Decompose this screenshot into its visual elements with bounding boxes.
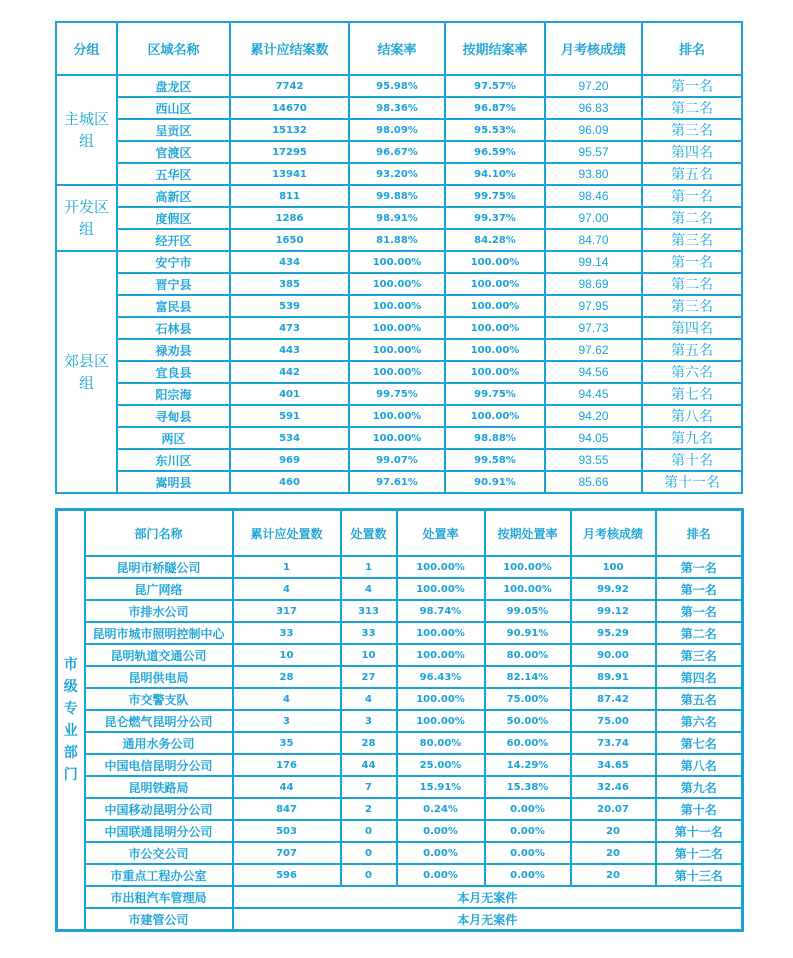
ontime-handle-rate-cell: 0.00% [485,798,571,820]
dept-name-cell: 昆明铁路局 [85,776,233,798]
score-cell: 97.62 [545,339,642,361]
handled-cell: 0 [341,842,397,864]
header-close-rate: 结案率 [349,22,445,75]
score-cell: 90.00 [571,644,656,666]
close-rate-cell: 93.20% [349,163,445,185]
header-group: 分组 [56,22,117,75]
close-rate-cell: 81.88% [349,229,445,251]
close-rate-cell: 95.98% [349,75,445,97]
total-cases-cell: 534 [230,427,349,449]
score-cell: 89.91 [571,666,656,688]
dept-name-cell: 市公交公司 [85,842,233,864]
rank-cell: 第十一名 [642,471,742,493]
handled-cell: 0 [341,864,397,886]
department-header-row [57,510,743,557]
handle-rate-cell: 100.00% [397,556,485,578]
handle-rate-cell: 98.74% [397,600,485,622]
score-cell: 97.73 [545,317,642,339]
area-name-cell: 禄劝县 [117,339,230,361]
ontime-rate-cell: 96.59% [445,141,545,163]
department-row [57,666,743,688]
handled-cell: 313 [341,600,397,622]
department-row [57,688,743,710]
score-cell: 93.80 [545,163,642,185]
total-cases-cell: 15132 [230,119,349,141]
total-to-handle-cell: 10 [233,644,341,666]
close-rate-cell: 100.00% [349,361,445,383]
rank-cell: 第六名 [656,710,743,732]
ontime-rate-cell: 100.00% [445,339,545,361]
dept-name-cell: 市出租汽车管理局 [85,886,233,908]
handle-rate-cell: 100.00% [397,688,485,710]
handled-cell: 4 [341,578,397,600]
rank-cell: 第一名 [656,578,743,600]
district-row [56,185,742,207]
total-cases-cell: 13941 [230,163,349,185]
close-rate-cell: 100.00% [349,405,445,427]
ontime-rate-cell: 99.75% [445,383,545,405]
rank-cell: 第十名 [656,798,743,820]
handle-rate-cell: 96.43% [397,666,485,688]
total-cases-cell: 591 [230,405,349,427]
ontime-rate-cell: 100.00% [445,317,545,339]
rank-cell: 第一名 [642,75,742,97]
district-row [56,361,742,383]
area-name-cell: 富民县 [117,295,230,317]
rank-cell: 第六名 [642,361,742,383]
ontime-handle-rate-cell: 82.14% [485,666,571,688]
total-to-handle-cell: 707 [233,842,341,864]
total-to-handle-cell: 4 [233,688,341,710]
score-cell: 34.65 [571,754,656,776]
header-handled: 处置数 [341,510,397,557]
rank-cell: 第二名 [642,97,742,119]
total-cases-cell: 811 [230,185,349,207]
dept-name-cell: 昆明市桥隧公司 [85,556,233,578]
score-cell: 94.45 [545,383,642,405]
handle-rate-cell: 25.00% [397,754,485,776]
district-row [56,449,742,471]
score-cell: 94.56 [545,361,642,383]
no-case-note: 本月无案件 [233,886,743,908]
ontime-rate-cell: 96.87% [445,97,545,119]
ontime-rate-cell: 98.88% [445,427,545,449]
ontime-handle-rate-cell: 100.00% [485,556,571,578]
department-row [57,864,743,886]
ontime-handle-rate-cell: 90.91% [485,622,571,644]
score-cell: 94.05 [545,427,642,449]
header-handle-rate: 处置率 [397,510,485,557]
district-row [56,273,742,295]
rank-cell: 第七名 [642,383,742,405]
score-cell: 84.70 [545,229,642,251]
group-label: 主城区组 [56,75,117,185]
department-row [57,754,743,776]
handled-cell: 28 [341,732,397,754]
ontime-handle-rate-cell: 80.00% [485,644,571,666]
handled-cell: 2 [341,798,397,820]
close-rate-cell: 100.00% [349,427,445,449]
total-cases-cell: 969 [230,449,349,471]
header-rank: 排名 [642,22,742,75]
ontime-rate-cell: 84.28% [445,229,545,251]
rank-cell: 第一名 [642,251,742,273]
dept-name-cell: 市交警支队 [85,688,233,710]
area-name-cell: 五华区 [117,163,230,185]
handled-cell: 0 [341,820,397,842]
score-cell: 98.69 [545,273,642,295]
rank-cell: 第五名 [642,339,742,361]
rank-cell: 第三名 [642,295,742,317]
header-total-cases: 累计应结案数 [230,22,349,75]
total-to-handle-cell: 1 [233,556,341,578]
ontime-rate-cell: 100.00% [445,295,545,317]
ontime-handle-rate-cell: 100.00% [485,578,571,600]
dept-name-cell: 昆仑燃气昆明分公司 [85,710,233,732]
dept-name-cell: 昆明供电局 [85,666,233,688]
total-cases-cell: 539 [230,295,349,317]
ontime-rate-cell: 100.00% [445,273,545,295]
group-label: 开发区组 [56,185,117,251]
rank-cell: 第三名 [642,119,742,141]
close-rate-cell: 100.00% [349,273,445,295]
area-name-cell: 宜良县 [117,361,230,383]
total-cases-cell: 1650 [230,229,349,251]
rank-cell: 第九名 [642,427,742,449]
rank-cell: 第十一名 [656,820,743,842]
group-label-char: 部 [63,745,78,761]
header-rank: 排名 [656,510,743,557]
district-row [56,339,742,361]
handle-rate-cell: 0.24% [397,798,485,820]
area-name-cell: 东川区 [117,449,230,471]
close-rate-cell: 98.09% [349,119,445,141]
rank-cell: 第八名 [642,405,742,427]
district-row [56,295,742,317]
area-name-cell: 高新区 [117,185,230,207]
dept-name-cell: 中国联通昆明分公司 [85,820,233,842]
district-row [56,405,742,427]
score-cell: 97.20 [545,75,642,97]
rank-cell: 第二名 [656,622,743,644]
ontime-rate-cell: 100.00% [445,361,545,383]
area-name-cell: 嵩明县 [117,471,230,493]
rank-cell: 第二名 [642,273,742,295]
handled-cell: 1 [341,556,397,578]
total-cases-cell: 385 [230,273,349,295]
ontime-handle-rate-cell: 15.38% [485,776,571,798]
total-cases-cell: 14670 [230,97,349,119]
total-to-handle-cell: 33 [233,622,341,644]
department-no-case-row [57,908,743,931]
dept-name-cell: 通用水务公司 [85,732,233,754]
department-row [57,798,743,820]
score-cell: 20 [571,820,656,842]
ontime-handle-rate-cell: 99.05% [485,600,571,622]
ontime-rate-cell: 100.00% [445,405,545,427]
area-name-cell: 度假区 [117,207,230,229]
rank-cell: 第五名 [656,688,743,710]
ontime-handle-rate-cell: 14.29% [485,754,571,776]
district-ranking-table [55,21,743,494]
total-to-handle-cell: 44 [233,776,341,798]
total-cases-cell: 442 [230,361,349,383]
rank-cell: 第五名 [642,163,742,185]
rank-cell: 第三名 [656,644,743,666]
rank-cell: 第三名 [642,229,742,251]
score-cell: 20.07 [571,798,656,820]
close-rate-cell: 99.75% [349,383,445,405]
total-cases-cell: 7742 [230,75,349,97]
area-name-cell: 石林县 [117,317,230,339]
ontime-handle-rate-cell: 0.00% [485,864,571,886]
score-cell: 95.57 [545,141,642,163]
handle-rate-cell: 100.00% [397,622,485,644]
rank-cell: 第四名 [642,141,742,163]
score-cell: 20 [571,842,656,864]
close-rate-cell: 98.36% [349,97,445,119]
district-row [56,251,742,273]
total-cases-cell: 401 [230,383,349,405]
score-cell: 75.00 [571,710,656,732]
rank-cell: 第一名 [642,185,742,207]
total-cases-cell: 17295 [230,141,349,163]
score-cell: 99.92 [571,578,656,600]
group-label: 郊县区组 [56,251,117,493]
handled-cell: 27 [341,666,397,688]
group-label-char: 门 [63,767,78,783]
score-cell: 99.14 [545,251,642,273]
rank-cell: 第九名 [656,776,743,798]
rank-cell: 第十名 [642,449,742,471]
ontime-rate-cell: 94.10% [445,163,545,185]
group-label-char: 专 [63,701,78,717]
rank-cell: 第十二名 [656,842,743,864]
handled-cell: 4 [341,688,397,710]
district-row [56,317,742,339]
total-to-handle-cell: 3 [233,710,341,732]
header-score: 月考核成绩 [571,510,656,557]
total-to-handle-cell: 847 [233,798,341,820]
department-row [57,842,743,864]
score-cell: 97.95 [545,295,642,317]
area-name-cell: 安宁市 [117,251,230,273]
handle-rate-cell: 80.00% [397,732,485,754]
total-cases-cell: 1286 [230,207,349,229]
handle-rate-cell: 100.00% [397,578,485,600]
rank-cell: 第七名 [656,732,743,754]
total-to-handle-cell: 4 [233,578,341,600]
handled-cell: 3 [341,710,397,732]
district-row [56,229,742,251]
department-group-label [57,510,85,931]
handle-rate-cell: 15.91% [397,776,485,798]
district-row [56,163,742,185]
score-cell: 73.74 [571,732,656,754]
department-row [57,600,743,622]
score-cell: 96.09 [545,119,642,141]
ontime-handle-rate-cell: 60.00% [485,732,571,754]
district-row [56,119,742,141]
close-rate-cell: 100.00% [349,339,445,361]
total-to-handle-cell: 176 [233,754,341,776]
total-to-handle-cell: 28 [233,666,341,688]
header-area-name: 区域名称 [117,22,230,75]
district-header-row [56,22,742,75]
score-cell: 96.83 [545,97,642,119]
group-label-char: 市 [63,657,78,673]
header-dept-name: 部门名称 [85,510,233,557]
area-name-cell: 阳宗海 [117,383,230,405]
ontime-rate-cell: 90.91% [445,471,545,493]
handled-cell: 44 [341,754,397,776]
area-name-cell: 西山区 [117,97,230,119]
score-cell: 93.55 [545,449,642,471]
rank-cell: 第四名 [656,666,743,688]
department-row [57,710,743,732]
rank-cell: 第十三名 [656,864,743,886]
score-cell: 99.12 [571,600,656,622]
district-row [56,427,742,449]
area-name-cell: 寻甸县 [117,405,230,427]
header-ontime-rate: 按期结案率 [445,22,545,75]
score-cell: 97.00 [545,207,642,229]
area-name-cell: 经开区 [117,229,230,251]
score-cell: 85.66 [545,471,642,493]
district-row [56,141,742,163]
close-rate-cell: 99.88% [349,185,445,207]
score-cell: 98.46 [545,185,642,207]
header-ontime-handle-rate: 按期处置率 [485,510,571,557]
ontime-handle-rate-cell: 0.00% [485,842,571,864]
close-rate-cell: 100.00% [349,295,445,317]
handled-cell: 7 [341,776,397,798]
department-row [57,578,743,600]
ontime-handle-rate-cell: 50.00% [485,710,571,732]
score-cell: 20 [571,864,656,886]
score-cell: 32.46 [571,776,656,798]
department-row [57,732,743,754]
close-rate-cell: 100.00% [349,251,445,273]
district-row [56,207,742,229]
handled-cell: 33 [341,622,397,644]
area-name-cell: 盘龙区 [117,75,230,97]
handle-rate-cell: 0.00% [397,842,485,864]
department-no-case-row [57,886,743,908]
ontime-rate-cell: 100.00% [445,251,545,273]
department-row [57,820,743,842]
total-to-handle-cell: 317 [233,600,341,622]
district-row [56,471,742,493]
area-name-cell: 呈贡区 [117,119,230,141]
ontime-handle-rate-cell: 0.00% [485,820,571,842]
score-cell: 87.42 [571,688,656,710]
department-ranking-table [55,508,744,932]
handle-rate-cell: 0.00% [397,864,485,886]
department-row [57,556,743,578]
ontime-rate-cell: 99.37% [445,207,545,229]
score-cell: 94.20 [545,405,642,427]
header-total-to-handle: 累计应处置数 [233,510,341,557]
department-row [57,776,743,798]
rank-cell: 第一名 [656,556,743,578]
ontime-rate-cell: 99.75% [445,185,545,207]
area-name-cell: 两区 [117,427,230,449]
dept-name-cell: 昆明市城市照明控制中心 [85,622,233,644]
score-cell: 95.29 [571,622,656,644]
dept-name-cell: 昆明轨道交通公司 [85,644,233,666]
total-to-handle-cell: 503 [233,820,341,842]
ontime-handle-rate-cell: 75.00% [485,688,571,710]
close-rate-cell: 99.07% [349,449,445,471]
area-name-cell: 晋宁县 [117,273,230,295]
total-to-handle-cell: 596 [233,864,341,886]
ontime-rate-cell: 95.53% [445,119,545,141]
dept-name-cell: 市建管公司 [85,908,233,931]
close-rate-cell: 98.91% [349,207,445,229]
handle-rate-cell: 0.00% [397,820,485,842]
ontime-rate-cell: 99.58% [445,449,545,471]
rank-cell: 第二名 [642,207,742,229]
total-cases-cell: 473 [230,317,349,339]
total-to-handle-cell: 35 [233,732,341,754]
dept-name-cell: 市重点工程办公室 [85,864,233,886]
group-label-char: 级 [63,679,78,695]
header-score: 月考核成绩 [545,22,642,75]
handle-rate-cell: 100.00% [397,710,485,732]
dept-name-cell: 市排水公司 [85,600,233,622]
close-rate-cell: 96.67% [349,141,445,163]
ontime-rate-cell: 97.57% [445,75,545,97]
rank-cell: 第四名 [642,317,742,339]
group-label-char: 业 [63,723,78,739]
score-cell: 100 [571,556,656,578]
district-row [56,75,742,97]
district-row [56,97,742,119]
handle-rate-cell: 100.00% [397,644,485,666]
total-cases-cell: 460 [230,471,349,493]
department-row [57,622,743,644]
close-rate-cell: 97.61% [349,471,445,493]
close-rate-cell: 100.00% [349,317,445,339]
area-name-cell: 官渡区 [117,141,230,163]
rank-cell: 第八名 [656,754,743,776]
department-row [57,644,743,666]
handled-cell: 10 [341,644,397,666]
total-cases-cell: 443 [230,339,349,361]
dept-name-cell: 昆广网络 [85,578,233,600]
rank-cell: 第一名 [656,600,743,622]
dept-name-cell: 中国移动昆明分公司 [85,798,233,820]
total-cases-cell: 434 [230,251,349,273]
district-row [56,383,742,405]
no-case-note: 本月无案件 [233,908,743,931]
dept-name-cell: 中国电信昆明分公司 [85,754,233,776]
